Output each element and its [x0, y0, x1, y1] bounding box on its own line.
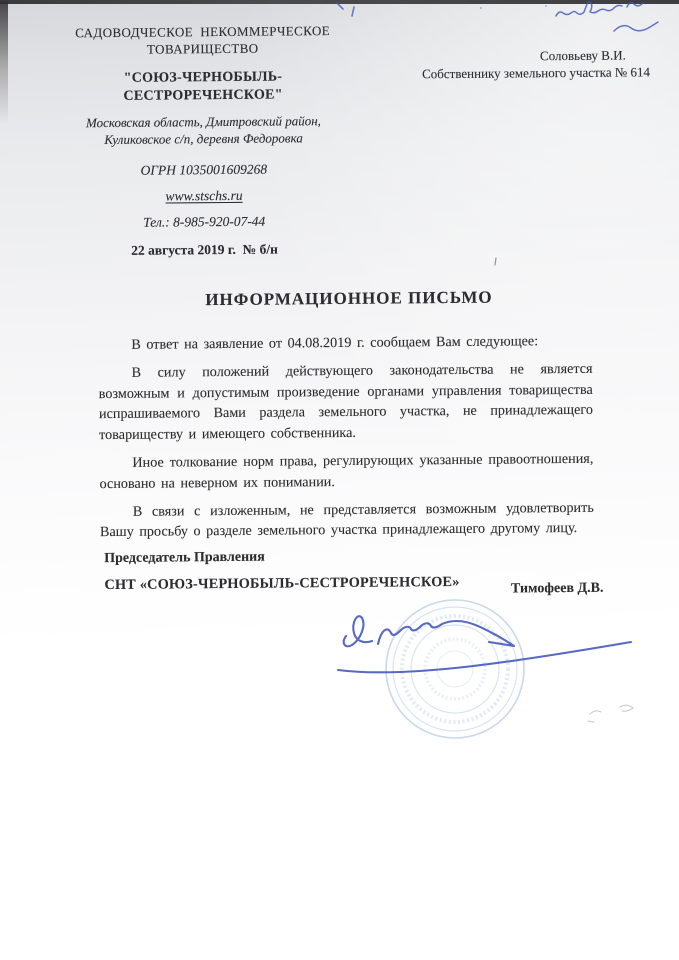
letter-body — [98, 331, 594, 551]
addressee-block — [370, 47, 650, 82]
org-name-line2: СЕСТРОРЕЧЕНСКОЕ" — [123, 87, 283, 104]
signer-position-line1: Председатель Правления — [104, 549, 265, 567]
org-address-line1: Московская область, Дмитровский район, — [85, 113, 321, 131]
addressee-role: Собственнику земельного участка № 614 — [422, 63, 651, 81]
signer-name: Тимофеев Д.В. — [510, 580, 604, 597]
paragraph-conclusion: В связи с изложенным, не представляется возможным удовлетворить Вашу просьбу о разделе земельного участка принадлежащего другому лицу. — [99, 499, 594, 541]
org-type-line1: САДОВОДЧЕСКОЕ НЕКОММЕРЧЕСКОЕ — [75, 23, 331, 41]
org-name-line1: "СОЮЗ-ЧЕРНОБЫЛЬ- — [123, 69, 283, 86]
signature-row — [104, 573, 603, 601]
org-address-line2: Куликовское с/п, деревня Федоровка — [104, 129, 303, 147]
addressee-name: Соловьеву В.И. — [539, 47, 626, 64]
letter-title: ИНФОРМАЦИОННОЕ ПИСЬМО — [205, 287, 493, 310]
signer-position-line2: СНТ «СОЮЗ-ЧЕРНОБЫЛЬ-СЕСТРОРЕЧЕНСКОЕ» — [104, 573, 460, 594]
org-ogrn: ОГРН 1035001609268 — [140, 161, 268, 178]
letterhead — [59, 22, 349, 260]
signature-block — [104, 547, 603, 601]
org-phone: Тел.: 8-985-920-07-44 — [143, 213, 266, 230]
org-website: www.stschs.ru — [165, 187, 243, 204]
paragraph-legal-grounds: В силу положений действующего законодательства не является возможным и допустимым произведение органами управления товарищества испрашиваемого Вами раздела земельного участка, не принадлежащего товариществу и имеющего собственника. — [98, 360, 593, 443]
paragraph-intro: В ответ на заявление от 04.08.2019 г. сообщаем Вам следующее: — [131, 333, 539, 353]
org-type — [59, 22, 347, 59]
org-name — [59, 68, 347, 107]
org-address — [59, 113, 347, 149]
paragraph-interpretation: Иное толкование норм права, регулирующих указанные правоотношения, основано на неверном их понимании. — [99, 450, 594, 492]
letter-date-number: 22 августа 2019 г. № б/н — [131, 241, 278, 258]
org-type-line2: ТОВАРИЩЕСТВО — [146, 40, 259, 57]
